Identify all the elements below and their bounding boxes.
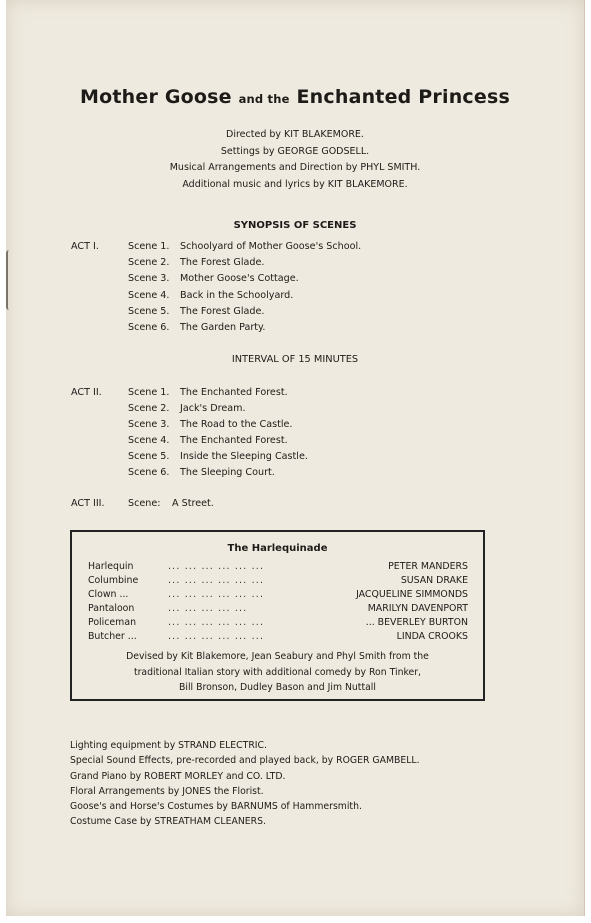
cast-actor: ... BEVERLEY BURTON xyxy=(365,617,468,628)
credits xyxy=(6,127,584,193)
note-line: traditional Italian story with additional comedy by Ron Tinker, xyxy=(133,666,422,678)
title-part-2: and the xyxy=(238,92,290,106)
title-part-1: Mother Goose xyxy=(79,86,232,108)
scene-title: Back in the Schoolyard. xyxy=(180,289,294,301)
note-line: Bill Bronson, Dudley Bason and Jim Nuttall xyxy=(179,682,376,693)
cast-role: Harlequin xyxy=(88,561,134,572)
scene-number: Scene 6. xyxy=(128,467,170,478)
scene-label: Scene: xyxy=(128,498,161,509)
footer-line: Special Sound Effects, pre-recorded and played back, by ROGER GAMBELL. xyxy=(70,755,420,767)
scene-title: The Road to the Castle. xyxy=(180,419,293,430)
cast-actor: LINDA CROOKS xyxy=(396,631,468,642)
cast-row xyxy=(88,631,468,645)
scene-title: Jack's Dream. xyxy=(180,403,246,414)
scene-title: A Street. xyxy=(172,498,214,509)
harlequinade-note xyxy=(72,649,483,696)
footer-line: Goose's and Horse's Costumes by BARNUMS of Hammersmith. xyxy=(70,801,362,813)
cast-row xyxy=(88,561,468,575)
harlequinade-title: The Harlequinade xyxy=(227,543,328,554)
note-line: Devised by Kit Blakemore, Jean Seabury and Phyl Smith from the xyxy=(126,651,429,662)
cast-role: Policeman xyxy=(88,617,137,628)
cast-actor: MARILYN DAVENPORT xyxy=(367,603,468,614)
footer-line: Costume Case by STREATHAM CLEANERS. xyxy=(70,816,266,828)
credit-line: Settings by GEORGE GODSELL. xyxy=(220,145,370,157)
footer-line: Floral Arrangements by JONES the Florist. xyxy=(70,785,264,797)
scene-title: Mother Goose's Cottage. xyxy=(180,273,299,285)
scene-title: The Sleeping Court. xyxy=(180,467,275,478)
cast-role: Columbine xyxy=(88,575,139,586)
interval-notice: INTERVAL OF 15 MINUTES xyxy=(231,354,359,365)
scene-title: Inside the Sleeping Castle. xyxy=(180,451,308,462)
cast-actor: PETER MANDERS xyxy=(388,561,468,572)
scene-title: The Forest Glade. xyxy=(180,305,265,317)
cast-role: Clown ... xyxy=(88,589,129,600)
scene-title: The Enchanted Forest. xyxy=(180,435,288,446)
scene-title: The Enchanted Forest. xyxy=(180,387,288,398)
cast-row xyxy=(88,589,468,603)
act-label: ACT III. xyxy=(71,498,105,509)
scene-title: The Garden Party. xyxy=(180,322,266,333)
scene-number: Scene 6. xyxy=(128,322,170,333)
harlequinade-box xyxy=(70,530,485,701)
scene-number: Scene 4. xyxy=(128,435,170,446)
cast-role: Butcher ... xyxy=(88,631,137,642)
scene-number: Scene 1. xyxy=(128,241,170,252)
leader-dots: ... ... ... ... ... xyxy=(168,603,248,614)
scene-number: Scene 2. xyxy=(128,403,170,414)
scene-title: The Forest Glade. xyxy=(180,257,265,269)
leader-dots: ... ... ... ... ... ... xyxy=(168,561,265,572)
synopsis-heading: SYNOPSIS OF SCENES xyxy=(233,220,357,231)
cast-row xyxy=(88,575,468,589)
scene-number: Scene 3. xyxy=(128,273,170,285)
footer-line: Lighting equipment by STRAND ELECTRIC. xyxy=(70,740,267,751)
cast-actor: JACQUELINE SIMMONDS xyxy=(356,589,468,600)
production-credits xyxy=(70,738,420,830)
scene-number: Scene 5. xyxy=(128,305,170,317)
act-label: ACT I. xyxy=(71,241,99,252)
leader-dots: ... ... ... ... ... ... xyxy=(168,631,265,642)
page-title xyxy=(6,86,584,108)
programme-page xyxy=(6,0,585,916)
scene-number: Scene 3. xyxy=(128,419,170,430)
credit-line: Directed by KIT BLAKEMORE. xyxy=(226,129,364,140)
cast-row xyxy=(88,603,468,617)
footer-line: Grand Piano by ROBERT MORLEY and CO. LTD. xyxy=(70,770,286,782)
scene-number: Scene 5. xyxy=(128,451,170,462)
cast-role: Pantaloon xyxy=(88,603,135,614)
credit-line: Musical Arrangements and Direction by PHYL SMITH. xyxy=(169,162,421,173)
leader-dots: ... ... ... ... ... ... xyxy=(168,589,265,600)
leader-dots: ... ... ... ... ... ... xyxy=(168,617,265,628)
credit-line: Additional music and lyrics by KIT BLAKEMORE. xyxy=(182,178,408,190)
scene-number: Scene 1. xyxy=(128,387,170,398)
act-label: ACT II. xyxy=(71,387,102,398)
cast-actor: SUSAN DRAKE xyxy=(400,575,468,586)
title-part-3: Enchanted Princess xyxy=(296,86,510,108)
scene-title: Schoolyard of Mother Goose's School. xyxy=(180,241,362,252)
cast-row xyxy=(88,617,468,631)
scene-number: Scene 2. xyxy=(128,257,170,269)
leader-dots: ... ... ... ... ... ... xyxy=(168,575,265,586)
scene-number: Scene 4. xyxy=(128,289,170,301)
binding-edge xyxy=(6,250,13,310)
